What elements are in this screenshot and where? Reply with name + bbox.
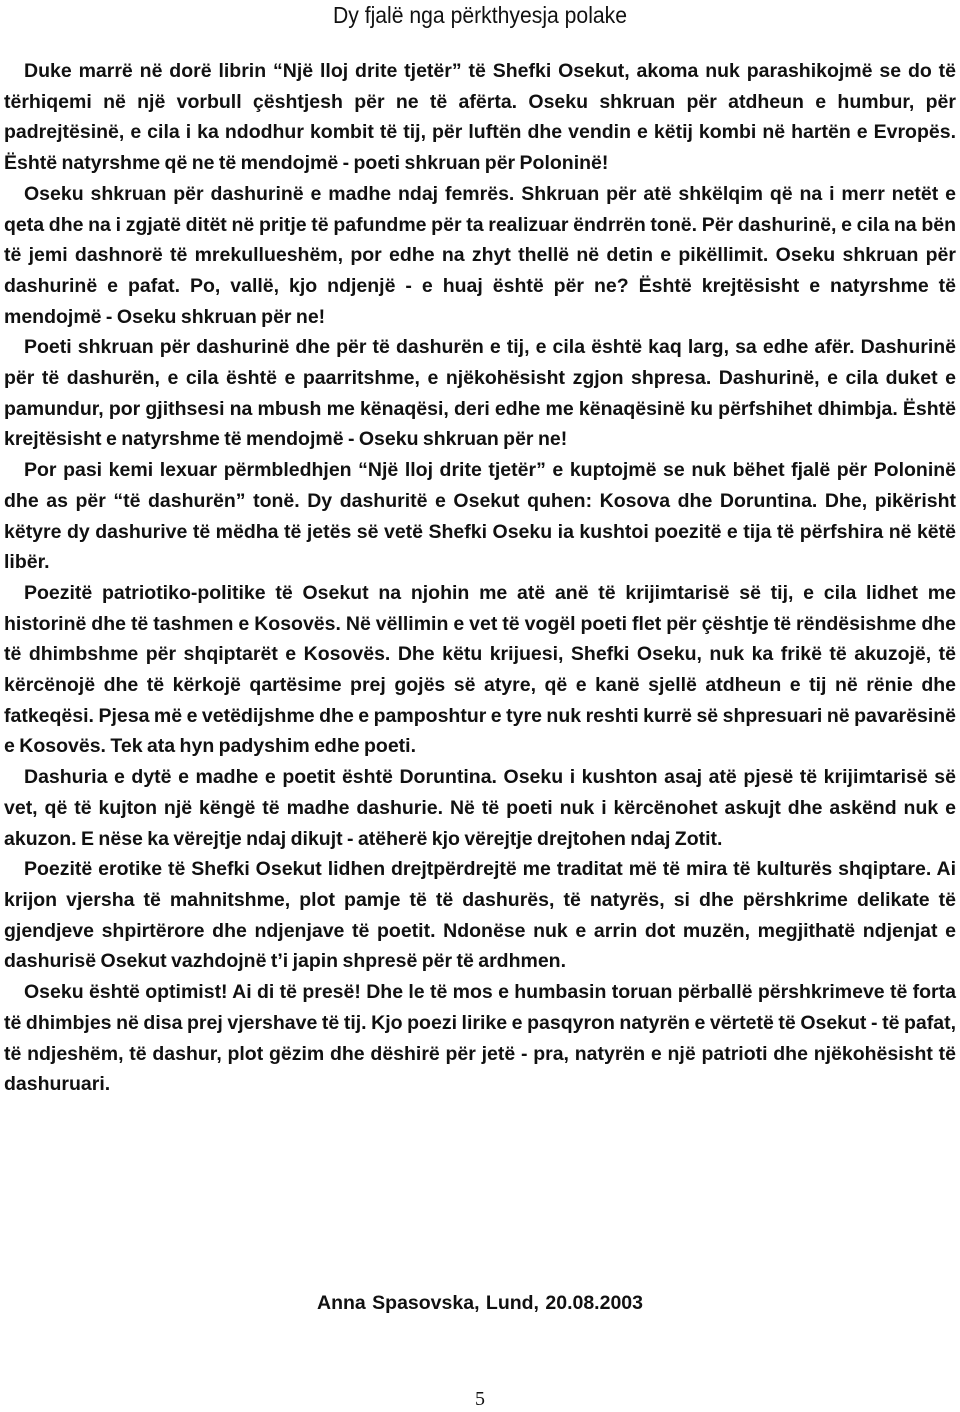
body-text	[4, 56, 956, 1100]
paragraph: Poeti shkruan për dashurinë dhe për të dashurën e tij, e cila është kaq larg, sa edhe afër. Dashurinë për të dashurën, e cila është e paarritshme, e njëkohësisht zgjon shpresa. Dashurinë, e cila duket e pamundur, por gjithsesi na mbush me kënaqësi, deri edhe me kënaqësinë ku përfshihet dhimbja. Është krejtësisht e natyrshme të mendojmë - Oseku shkruan për ne!	[4, 336, 956, 451]
paragraph: Oseku shkruan për dashurinë e madhe ndaj femrës. Shkruan për atë shkëlqim që na i merr netët e qeta dhe na i zgjatë ditët në pritje të pafundme për ta realizuar ëndrrën tonë. Për dashurinë, e cila na bën të jemi dashnorë të mrekullueshëm, por edhe na zhyt thellë në detin e pikëllimit. Oseku shkruan për dashurinë e pafat. Po, vallë, kjo ndjenjë - e huaj është për ne? Është krejtësisht e natyrshme të mendojmë - Oseku shkruan për ne!	[4, 182, 956, 328]
paragraph: Poezitë patriotiko-politike të Osekut na njohin me atë anë të krijimtarisë së tij, e cila lidhet me historinë dhe të tashmen e Kosovës. Në vëllimin e vet të vogël poeti flet për çështje të rëndësishme dhe të dhimbshme për shqiptarët e Kosovës. Dhe këtu krijuesi, Shefki Oseku, nuk ka frikë të akuzojë, të kërcënojë dhe të kërkojë qartësime prej gojës së atyre, që e kanë sjellë atdheun e tij në rënie dhe fatkeqësi. Pjesa më e vetëdijshme dhe e pamposhtur e tyre nuk reshti kurrë së shpresuari në pavarësinë e Kosovës. Tek ata hyn padyshim edhe poeti.	[4, 581, 956, 758]
page-title: Dy fjalë nga përkthyesja polake	[332, 2, 628, 28]
paragraph: Dashuria e dytë e madhe e poetit është Doruntina. Oseku i kushton asaj atë pjesë të krijimtarisë së vet, që të kujton një këngë të madhe dashurie. Në të poeti nuk i kërcënohet askujt dhe askënd nuk e akuzon. E nëse ka vërejtje ndaj dikujt - atëherë kjo vërejtje drejtohen ndaj Zotit.	[4, 766, 956, 850]
signature: Anna Spasovska, Lund, 20.08.2003	[317, 1292, 643, 1314]
paragraph: Por pasi kemi lexuar përmbledhjen “Një lloj drite tjetër” e kuptojmë se nuk bëhet fjalë për Poloninë dhe as për “të dashurën” tonë. Dy dashuritë e Osekut quhen: Kosova dhe Doruntina. Dhe, pikërisht këtyre dy dashurive të mëdha të jetës së vetë Shefki Oseku ia kushtoi poezitë e tija të përfshira në këtë libër.	[4, 459, 956, 574]
paragraph: Oseku është optimist! Ai di të presë! Dhe le të mos e humbasin toruan përballë përshkrimeve të forta të dhimbjes në disa prej vjershave të tij. Kjo poezi lirike e pasqyron natyrën e vërtetë të Osekut - të pafat, të ndjeshëm, të dashur, plot gëzim dhe dëshirë për jetë - pra, natyrën e një patrioti dhe njëkohësisht të dashuruari.	[4, 981, 956, 1096]
paragraph: Poezitë erotike të Shefki Osekut lidhen drejtpërdrejtë me traditat më të mira të kulturës shqiptare. Ai krijon vjersha të mahnitshme, plot pamje të të dashurës, të natyrës, si dhe përshkrime delikate të gjendjeve shpirtërore dhe ndjenjave të poetit. Ndonëse nuk e arrin dot muzën, megjithatë ndjenjat e dashurisë Osekut vazhdojnë t’i japin shpresë për të ardhmen.	[4, 858, 956, 973]
page-number: 5	[475, 1388, 485, 1410]
paragraph: Duke marrë në dorë librin “Një lloj drite tjetër” të Shefki Osekut, akoma nuk parashikojmë se do të tërhiqemi në një vorbull çështjesh për ne të afërta. Oseku shkruan për atdheun e humbur, për padrejtësinë, e cila i ka ndodhur kombit të tij, për luftën dhe vendin e këtij kombi në hartën e Evropës. Është natyrshme që ne të mendojmë - poeti shkruan për Poloninë!	[4, 60, 956, 175]
